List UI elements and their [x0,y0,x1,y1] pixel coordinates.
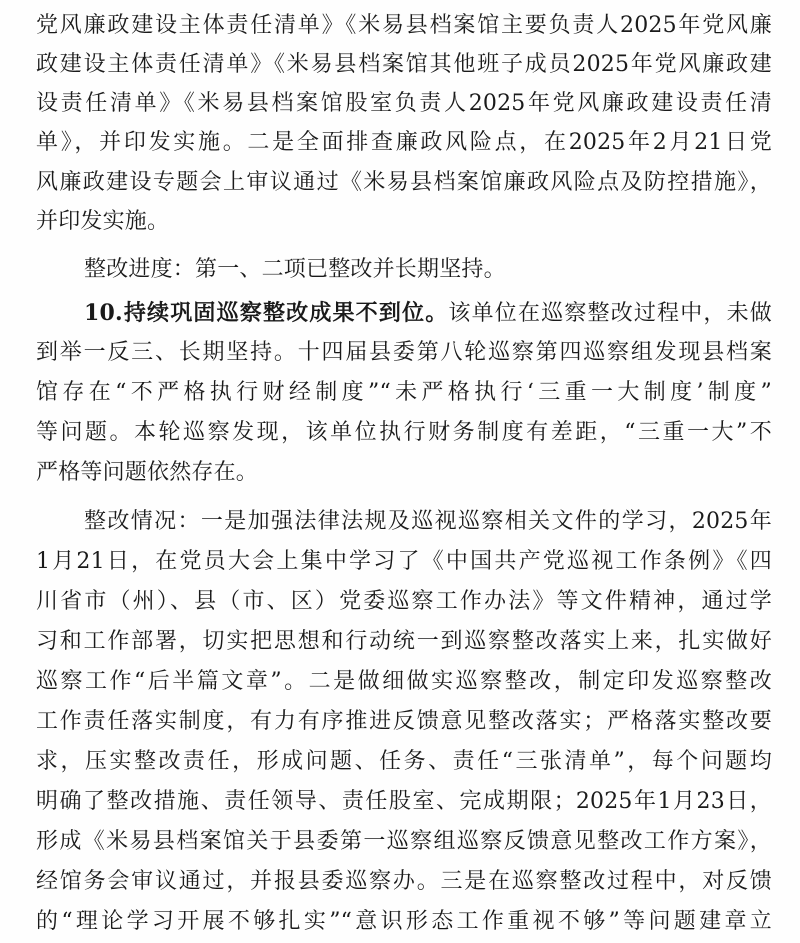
text-line: 习和工作部署，切实把思想和行动统一到巡察整改落实上来，扎实做好 [36,629,772,654]
text-line: 到举一反三、长期坚持。十四届县委第八轮巡察第四巡察组发现县档案 [36,340,772,365]
text-line: 川省市（州）、县（市、区）党委巡察工作办法》等文件精神，通过学 [36,589,772,614]
text-line: 形成《米易县档案馆关于县委第一巡察组巡察反馈意见整改工作方案》， [36,829,772,854]
text-line: 等问题。本轮巡察发现，该单位执行财务制度有差距，“三重一大”不 [36,420,772,445]
section-10-lead-text: 该单位在巡察整改过程中，未做 [448,301,772,326]
text-line: 并印发实施。 [36,209,170,234]
text-line: 馆存在“不严格执行财经制度”“未严格执行‘三重一大制度’制度” [36,380,772,405]
progress-paragraph: 整改进度：第一、二项已整改并长期坚持。 [84,257,506,282]
text-line: 工作责任落实制度，有力有序推进反馈意见整改落实；严格落实整改要 [36,709,772,734]
text-line: 经馆务会审议通过，并报县委巡察办。三是在巡察整改过程中，对反馈 [36,869,772,894]
rectification-paragraph-start: 整改情况：一是加强法律法规及巡视巡察相关文件的学习，2025年 [84,509,772,534]
text-line: 求，压实整改责任，形成问题、任务、责任“三张清单”，每个问题均 [36,749,772,774]
text-line: 设责任清单》《米易县档案馆股室负责人2025年党风廉政建设责任清 [36,91,772,116]
section-10-heading: 10.持续巩固巡察整改成果不到位。 [84,300,449,326]
text-line: 的“理论学习开展不够扎实”“意识形态工作重视不够”等问题建章立 [36,909,772,934]
text-line: 政建设主体责任清单》《米易县档案馆其他班子成员2025年党风廉政建 [36,52,772,77]
text-line: 巡察工作“后半篇文章”。二是做细做实巡察整改，制定印发巡察整改 [36,669,772,694]
text-line: 明确了整改措施、责任领导、责任股室、完成期限；2025年1月23日， [36,789,772,814]
text-line: 单》，并印发实施。二是全面排查廉政风险点，在2025年2月21日党 [36,130,772,155]
text-line: 党风廉政建设主体责任清单》《米易县档案馆主要负责人2025年党风廉 [36,13,772,38]
text-line: 1月21日，在党员大会上集中学习了《中国共产党巡视工作条例》《四 [36,549,772,574]
text-line: 风廉政建设专题会上审议通过《米易县档案馆廉政风险点及防控措施》， [36,170,772,195]
text-line: 严格等问题依然存在。 [36,460,259,485]
section-10-line [84,293,772,333]
